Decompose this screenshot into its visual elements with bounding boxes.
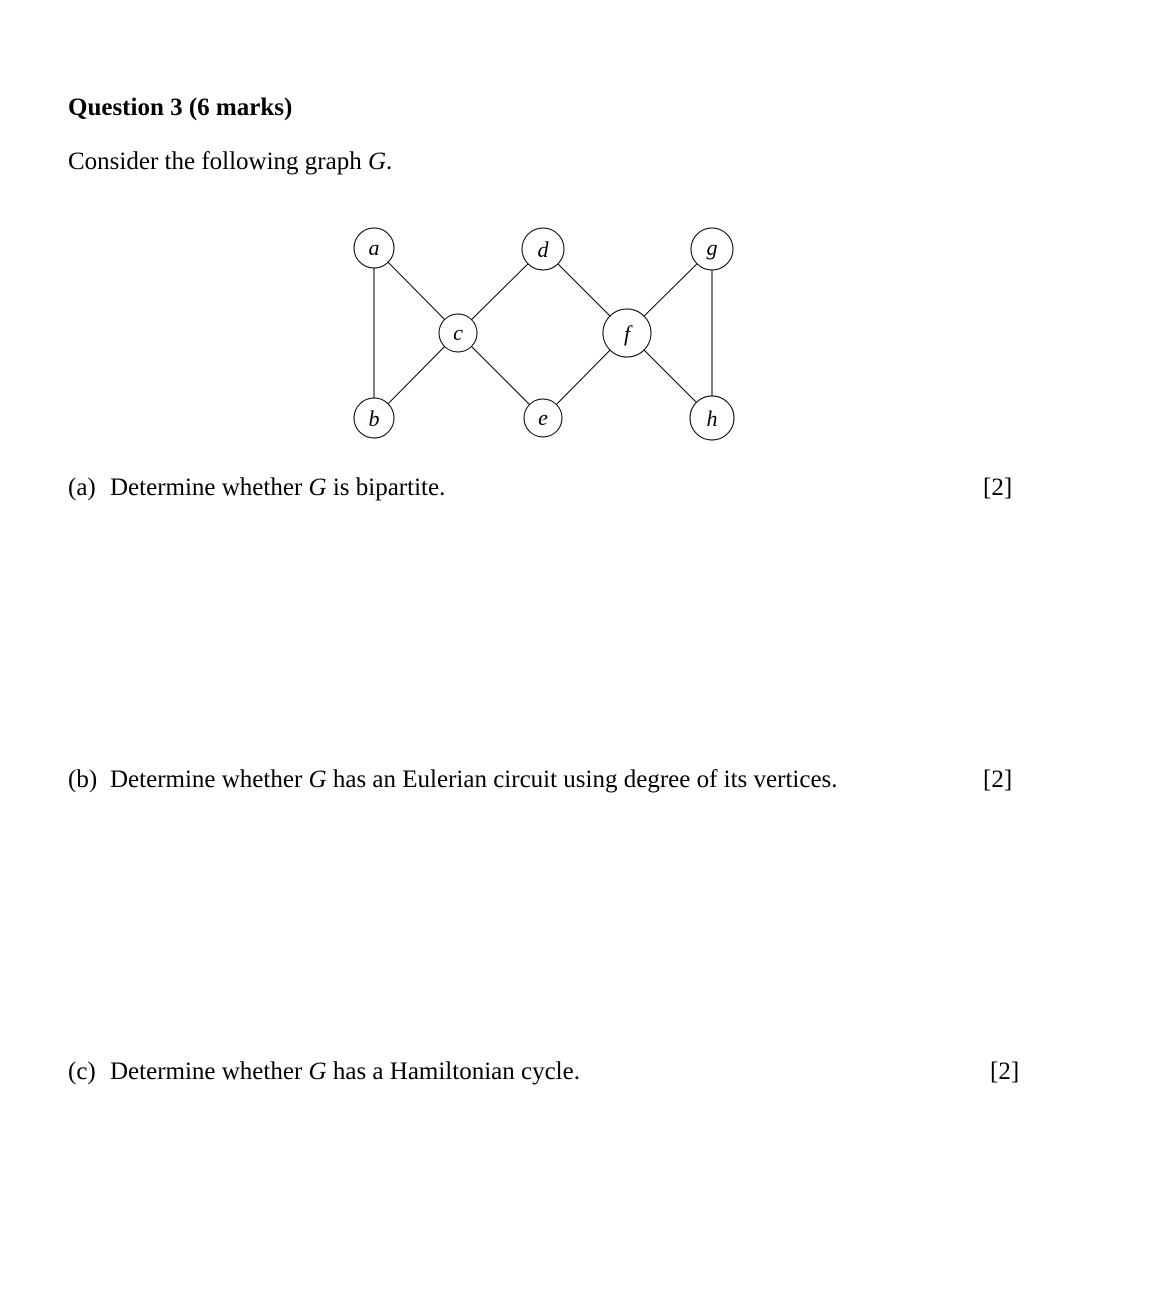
question-intro <box>68 148 392 176</box>
part-text: Determine whether <box>110 474 309 501</box>
graph-symbol: G <box>308 766 327 793</box>
part-b <box>68 766 838 794</box>
vertex-label-d: d <box>537 237 549 262</box>
question-title: Question 3 (6 marks) <box>68 94 293 121</box>
part-number: (a) <box>68 474 96 501</box>
part-number: (c) <box>68 1058 96 1085</box>
vertex-label-c: c <box>453 320 463 345</box>
vertex-label-f: f <box>623 321 631 346</box>
part-c <box>68 1058 580 1086</box>
part-a-marks: [2] <box>983 474 1013 501</box>
part-text: Determine whether <box>110 1058 309 1085</box>
vertex-label-h: h <box>706 406 718 431</box>
part-text-end: has a Hamiltonian cycle. <box>326 1058 580 1085</box>
vertex-label-g: g <box>706 235 718 260</box>
vertex-label-b: b <box>368 406 380 431</box>
graph-diagram <box>340 220 760 460</box>
graph-symbol: G <box>367 148 387 175</box>
graph-symbol: G <box>308 1058 327 1085</box>
part-b-marks: [2] <box>983 766 1013 793</box>
graph-svg <box>340 220 760 460</box>
part-number: (b) <box>68 766 98 793</box>
part-c-marks: [2] <box>990 1058 1020 1085</box>
intro-text: Consider the following graph <box>68 148 368 175</box>
graph-symbol: G <box>308 474 327 501</box>
part-a <box>68 474 445 502</box>
part-text-end: has an Eulerian circuit using degree of its vertices. <box>326 766 838 793</box>
part-text-end: is bipartite. <box>326 474 446 501</box>
part-text: Determine whether <box>110 766 309 793</box>
vertex-label-a: a <box>368 235 380 260</box>
intro-suffix: . <box>386 148 393 175</box>
vertex-label-e: e <box>538 405 548 430</box>
